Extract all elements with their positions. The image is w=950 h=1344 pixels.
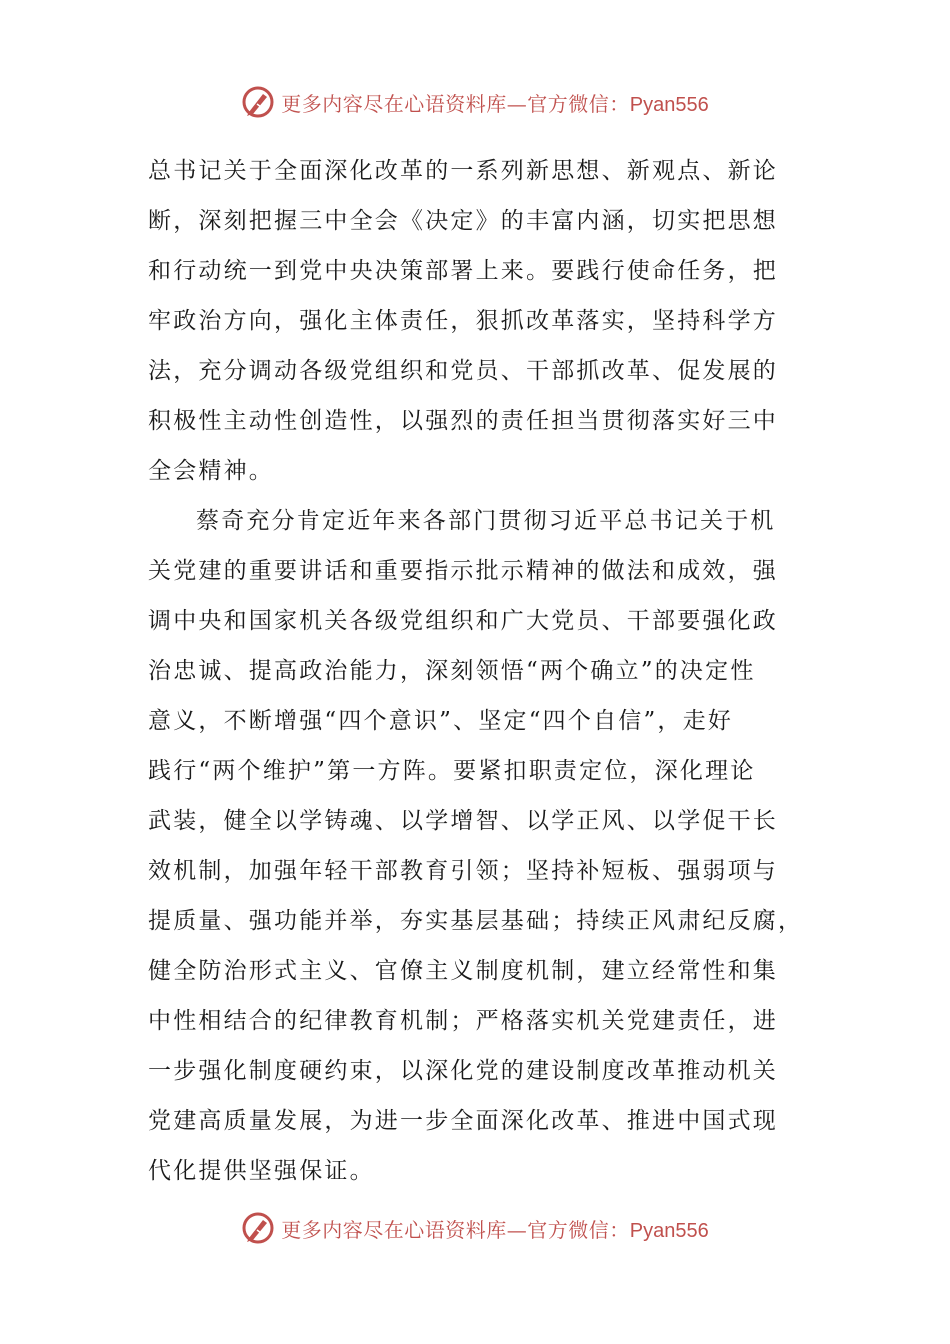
body-line: 总书记关于全面深化改革的一系列新思想、新观点、新论 — [148, 158, 778, 184]
body-line: 效机制，加强年轻干部教育引领；坚持补短板、强弱项与 — [148, 858, 778, 884]
header-watermark-banner — [0, 82, 950, 122]
body-line: 法，充分调动各级党组织和党员、干部抓改革、促发展的 — [148, 358, 778, 384]
body-line: 牢政治方向，强化主体责任，狠抓改革落实，坚持科学方 — [148, 308, 778, 334]
body-line: 一步强化制度硬约束，以深化党的建设制度改革推动机关 — [148, 1058, 778, 1084]
body-line: 武装，健全以学铸魂、以学增智、以学正风、以学促干长 — [148, 808, 778, 834]
body-line: 意义，不断增强“四个意识”、坚定“四个自信”，走好 — [148, 708, 734, 734]
body-line: 积极性主动性创造性，以强烈的责任担当贯彻落实好三中 — [148, 408, 778, 434]
body-line: 全会精神。 — [148, 458, 274, 484]
paragraph-start-line: 蔡奇充分肯定近年来各部门贯彻习近平总书记关于机 — [196, 508, 776, 534]
footer-banner-text: 更多内容尽在心语资料库—官方微信： — [281, 1217, 630, 1242]
body-line: 践行“两个维护”第一方阵。要紧扣职责定位，深化理论 — [148, 758, 756, 784]
body-line: 党建高质量发展，为进一步全面深化改革、推进中国式现 — [148, 1108, 778, 1134]
header-banner-text: 更多内容尽在心语资料库—官方微信： — [281, 91, 630, 116]
pen-logo-icon — [241, 85, 275, 119]
body-line: 提质量、强功能并举，夯实基层基础；持续正风肃纪反腐， — [148, 908, 804, 934]
body-line: 断，深刻把握三中全会《决定》的丰富内涵，切实把思想 — [148, 208, 778, 234]
footer-banner-id: Pyan556 — [629, 1219, 709, 1242]
body-line: 代化提供坚强保证。 — [148, 1158, 375, 1184]
body-line: 和行动统一到党中央决策部署上来。要践行使命任务，把 — [148, 258, 778, 284]
footer-watermark-banner — [0, 1208, 950, 1248]
body-line: 关党建的重要讲话和重要指示批示精神的做法和成效，强 — [148, 558, 778, 584]
header-banner-id: Pyan556 — [629, 93, 709, 116]
pen-logo-icon — [241, 1211, 275, 1245]
body-line: 健全防治形式主义、官僚主义制度机制，建立经常性和集 — [148, 958, 778, 984]
document-body — [148, 146, 804, 1196]
body-line: 调中央和国家机关各级党组织和广大党员、干部要强化政 — [148, 608, 778, 634]
body-line: 治忠诚、提高政治能力，深刻领悟“两个确立”的决定性 — [148, 658, 756, 684]
body-line: 中性相结合的纪律教育机制；严格落实机关党建责任，进 — [148, 1008, 778, 1034]
